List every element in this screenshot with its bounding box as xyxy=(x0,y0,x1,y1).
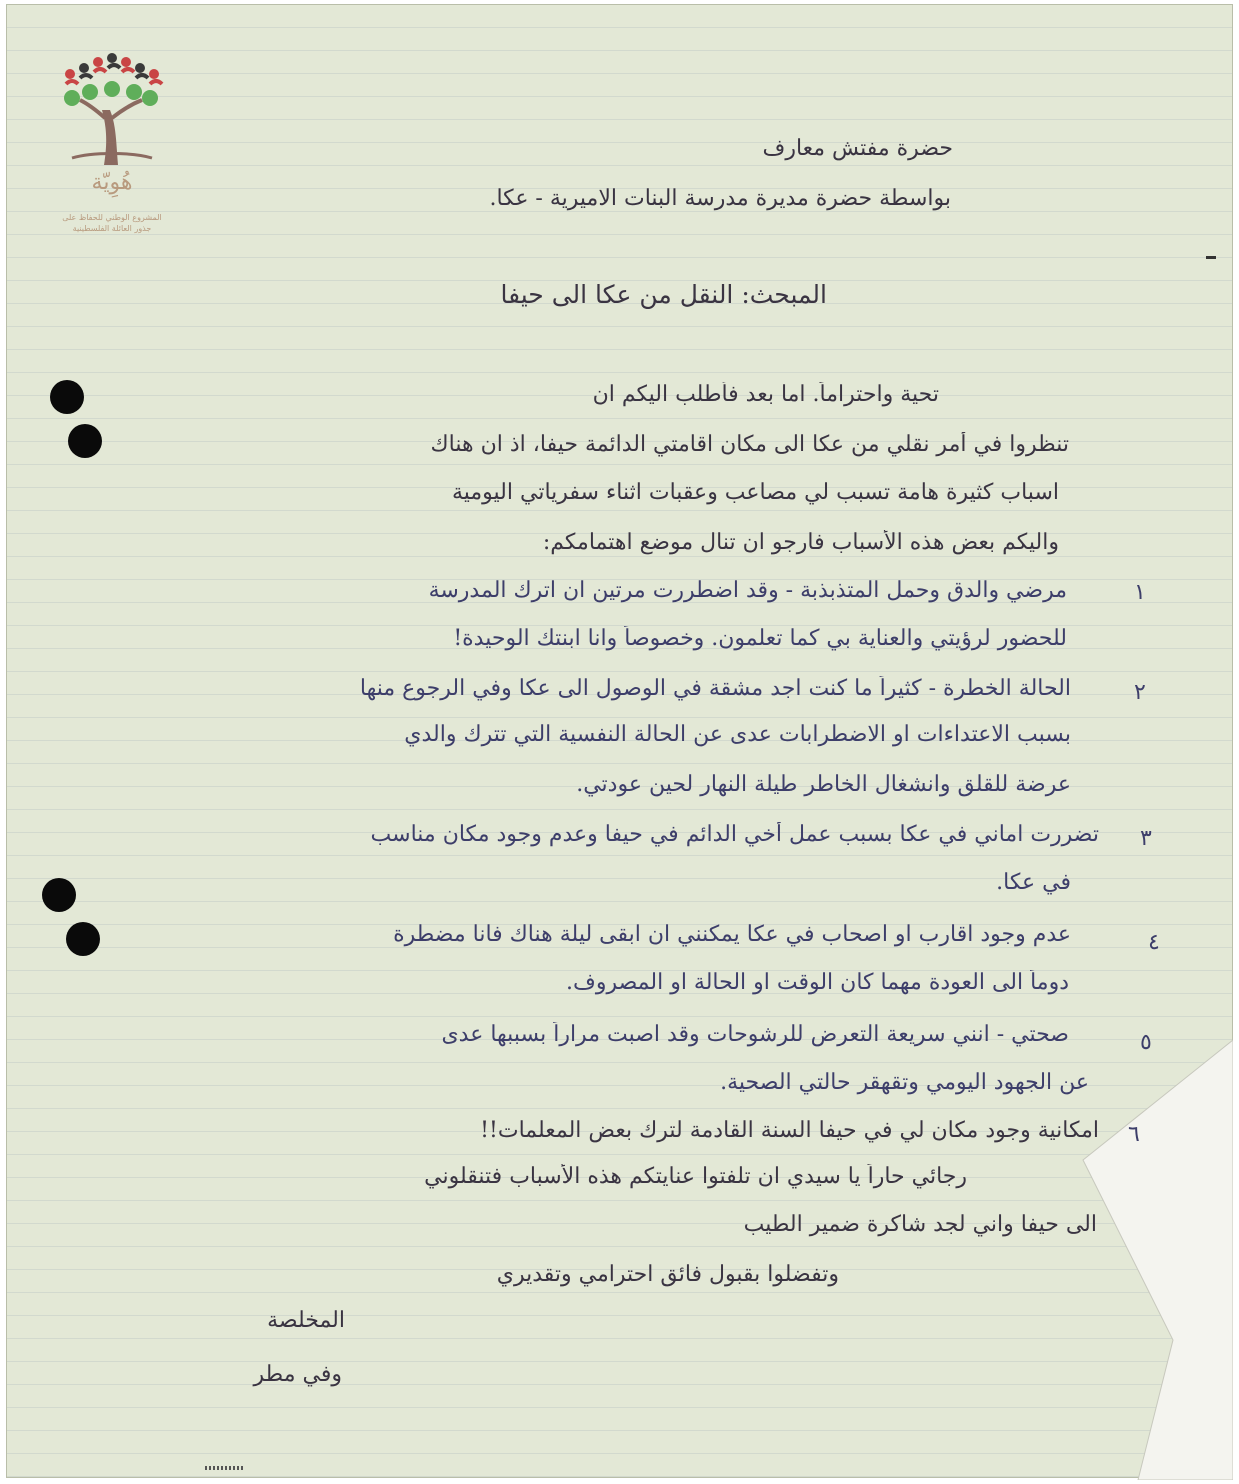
stray-mark xyxy=(1206,256,1216,259)
reason-number: ٣ xyxy=(1140,826,1152,851)
body-line: تنظروا في أمر نقلي من عكا الى مكان اقامتي الدائمة حيفا، اذ ان هناك xyxy=(430,432,1069,457)
reason-number: ٤ xyxy=(1148,930,1160,955)
address-line: بواسطة حضرة مديرة مدرسة البنات الاميرية - عكا. xyxy=(489,186,951,211)
punch-hole xyxy=(68,424,102,458)
letter-subject: المبحث: النقل من عكا الى حيفا xyxy=(500,280,827,309)
family-tree-logo-icon xyxy=(52,40,172,170)
reason-line: مرضي والدق وحمل المتذبذبة - وقد اضطررت مرتين ان اترك المدرسة xyxy=(428,578,1067,603)
scanner-edge-mark xyxy=(205,1466,245,1470)
reason-line: عرضة للقلق وانشغال الخاطر طيلة النهار لحين عودتي. xyxy=(576,772,1071,797)
punch-hole xyxy=(42,878,76,912)
reason-number: ٦ xyxy=(1128,1122,1140,1147)
logo-wordmark: هُوِيّة xyxy=(91,170,133,195)
body-line: واليكم بعض هذه الأسباب فارجو ان تنال موضع اهتمامكم: xyxy=(542,530,1059,555)
request-line: الى حيفا واني لجد شاكرة ضمير الطيب xyxy=(743,1212,1097,1237)
address-line: حضرة مفتش معارف xyxy=(762,136,953,161)
sign-off: المخلصة xyxy=(267,1308,345,1333)
letter-closing: وتفضلوا بقبول فائق احترامي وتقديري xyxy=(496,1262,839,1287)
reason-line: بسبب الاعتداءات او الاضطرابات عدى عن الحالة النفسية التي تترك والدي xyxy=(404,722,1071,747)
hawiyya-logo xyxy=(52,40,172,240)
reason-line: في عكا. xyxy=(996,870,1071,895)
request-line: رجائي حاراً يا سيدي ان تلفتوا عنايتكم هذه الأسباب فتنقلوني xyxy=(424,1164,967,1189)
reason-number: ٢ xyxy=(1134,680,1146,705)
reason-number: ١ xyxy=(1134,580,1146,605)
reason-line: عدم وجود اقارب او اصحاب في عكا يمكنني ان ابقى ليلة هناك فانا مضطرة xyxy=(393,922,1071,947)
reason-line: دوماً الى العودة مهما كان الوقت او الحالة او المصروف. xyxy=(566,970,1069,995)
signature: وفي مطر xyxy=(253,1362,342,1387)
reason-line: للحضور لرؤيتي والعناية بي كما تعلمون. وخصوصاً وانا ابنتك الوحيدة! xyxy=(453,626,1067,651)
reason-line: صحتي - انني سريعة التعرض للرشوحات وقد اصبت مراراً بسببها عدى xyxy=(441,1022,1069,1047)
reason-line: الحالة الخطرة - كثيراً ما كنت اجد مشقة في الوصول الى عكا وفي الرجوع منها xyxy=(359,676,1071,701)
reason-line: تضررت اماني في عكا بسبب عمل أخي الدائم في حيفا وعدم وجود مكان مناسب xyxy=(370,822,1099,847)
letter-greeting: تحية واحتراماً. اما بعد فأطلب اليكم ان xyxy=(592,382,939,407)
punch-hole xyxy=(50,380,84,414)
reason-line: امكانية وجود مكان لي في حيفا السنة القادمة لترك بعض المعلمات!! xyxy=(480,1118,1099,1143)
logo-caption xyxy=(52,212,172,234)
reason-line: عن الجهود اليومي وتقهقر حالتي الصحية. xyxy=(720,1070,1089,1095)
reason-number: ٥ xyxy=(1140,1030,1152,1055)
folded-corner xyxy=(1043,1040,1233,1480)
body-line: اسباب كثيرة هامة تسبب لي مصاعب وعقبات اثناء سفرياتي اليومية xyxy=(451,480,1059,505)
logo-caption-line: جذور العائلة الفلسطينية xyxy=(72,224,152,233)
punch-hole xyxy=(66,922,100,956)
logo-caption-line: المشروع الوطني للحفاظ على xyxy=(62,213,162,222)
